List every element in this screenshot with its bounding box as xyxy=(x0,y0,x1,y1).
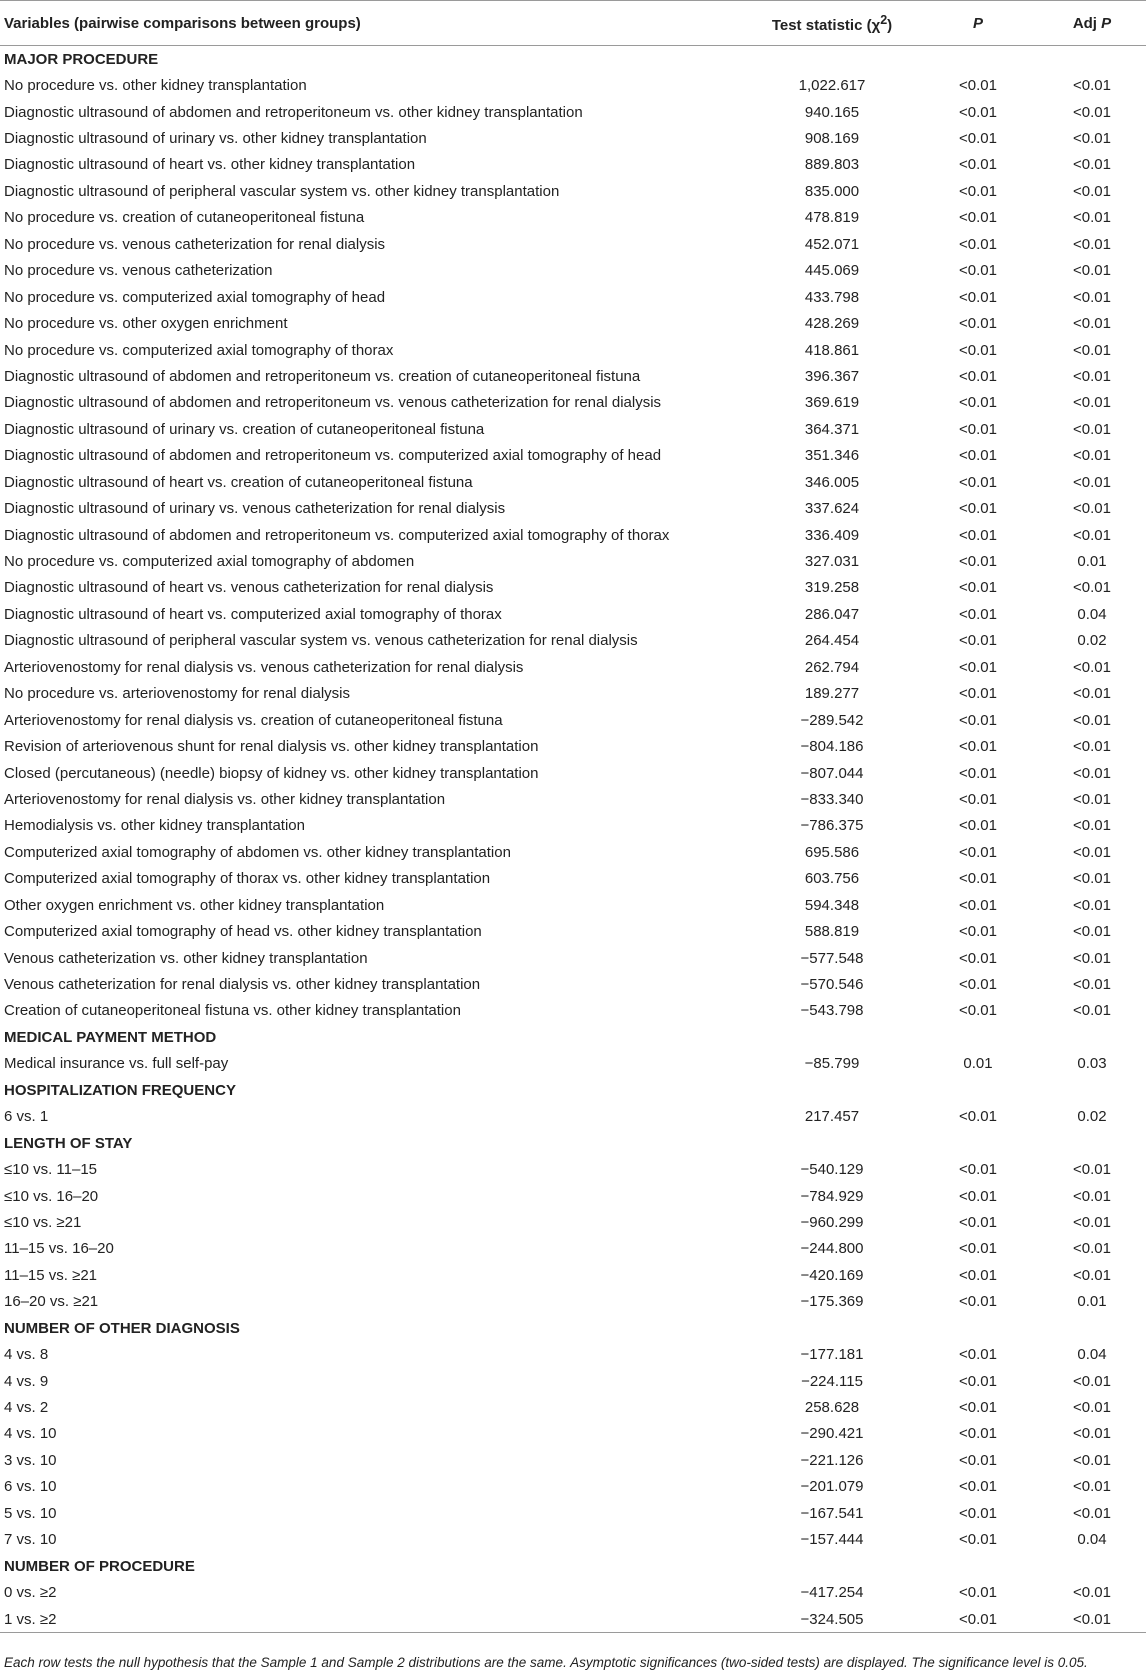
row-adj-p-value: <0.01 xyxy=(1073,1187,1111,1205)
row-variable: No procedure vs. other oxygen enrichment xyxy=(4,315,288,333)
row-test-statistic: 258.628 xyxy=(804,1399,860,1417)
row-adj-p-value: <0.01 xyxy=(1073,262,1111,280)
row-adj-p-value: <0.01 xyxy=(1073,394,1111,412)
row-p-value: <0.01 xyxy=(959,1346,997,1364)
table-header xyxy=(0,1,1146,46)
row-variable: Diagnostic ultrasound of heart vs. creation of cutaneoperitoneal fistuna xyxy=(4,473,473,491)
row-p-value: <0.01 xyxy=(959,605,997,623)
row-test-statistic: 452.071 xyxy=(804,235,860,253)
row-adj-p-value: <0.01 xyxy=(1073,315,1111,333)
row-test-statistic: −244.800 xyxy=(800,1240,864,1258)
row-variable: 0 vs. ≥2 xyxy=(4,1584,57,1602)
header-p xyxy=(918,1,1038,46)
row-p-value: <0.01 xyxy=(959,156,997,174)
row-test-statistic: −157.444 xyxy=(800,1531,864,1549)
section-title: NUMBER OF PROCEDURE xyxy=(4,1557,195,1575)
row-variable: 4 vs. 2 xyxy=(4,1399,49,1417)
row-variable: 4 vs. 9 xyxy=(4,1372,49,1390)
row-p-value: <0.01 xyxy=(959,473,997,491)
row-variable: No procedure vs. other kidney transplantation xyxy=(4,77,307,95)
row-adj-p-value: <0.01 xyxy=(1073,1372,1111,1390)
row-adj-p-value: 0.04 xyxy=(1077,1346,1107,1364)
row-adj-p-value: <0.01 xyxy=(1073,77,1111,95)
table-row xyxy=(0,866,1146,892)
table-row xyxy=(0,1368,1146,1394)
row-variable: Diagnostic ultrasound of abdomen and retroperitoneum vs. creation of cutaneoperitoneal fistuna xyxy=(4,367,641,385)
row-test-statistic: −807.044 xyxy=(800,764,864,782)
row-adj-p-value: <0.01 xyxy=(1073,1504,1111,1522)
table-row xyxy=(0,575,1146,601)
header-row xyxy=(0,1,1146,46)
header-test-statistic-suffix: ) xyxy=(887,16,893,34)
row-test-statistic: −175.369 xyxy=(800,1293,864,1311)
row-adj-p-value: <0.01 xyxy=(1073,473,1111,491)
row-variable: Diagnostic ultrasound of abdomen and retroperitoneum vs. other kidney transplantation xyxy=(4,103,583,121)
row-variable: Computerized axial tomography of abdomen vs. other kidney transplantation xyxy=(4,843,511,861)
row-variable: Diagnostic ultrasound of heart vs. computerized axial tomography of thorax xyxy=(4,605,502,623)
row-test-statistic: 327.031 xyxy=(804,553,860,571)
row-variable: Other oxygen enrichment vs. other kidney transplantation xyxy=(4,896,385,914)
row-variable: No procedure vs. venous catheterization for renal dialysis xyxy=(4,235,386,253)
row-variable: 6 vs. 10 xyxy=(4,1478,57,1496)
row-variable: 4 vs. 10 xyxy=(4,1425,57,1443)
row-test-statistic: 428.269 xyxy=(804,315,860,333)
row-p-value: <0.01 xyxy=(959,341,997,359)
row-adj-p-value: <0.01 xyxy=(1073,526,1111,544)
row-adj-p-value: 0.02 xyxy=(1077,632,1107,650)
row-test-statistic: 319.258 xyxy=(804,579,860,597)
table-row xyxy=(0,416,1146,442)
row-test-statistic: 346.005 xyxy=(804,473,860,491)
row-p-value: <0.01 xyxy=(959,526,997,544)
row-p-value: <0.01 xyxy=(959,711,997,729)
row-variable: Revision of arteriovenous shunt for renal dialysis vs. other kidney transplantation xyxy=(4,738,539,756)
row-variable: No procedure vs. computerized axial tomography of thorax xyxy=(4,341,394,359)
row-adj-p-value: 0.01 xyxy=(1077,553,1107,571)
row-test-statistic: 594.348 xyxy=(804,896,860,914)
table-row xyxy=(0,998,1146,1024)
row-p-value: <0.01 xyxy=(959,632,997,650)
row-test-statistic: 908.169 xyxy=(804,130,860,148)
row-adj-p-value: <0.01 xyxy=(1073,1451,1111,1469)
table-row xyxy=(0,945,1146,971)
row-adj-p-value: <0.01 xyxy=(1073,209,1111,227)
row-variable: Arteriovenostomy for renal dialysis vs. creation of cutaneoperitoneal fistuna xyxy=(4,711,503,729)
row-p-value: <0.01 xyxy=(959,420,997,438)
row-adj-p-value: 0.04 xyxy=(1077,1531,1107,1549)
row-adj-p-value: <0.01 xyxy=(1073,103,1111,121)
row-test-statistic: −784.929 xyxy=(800,1187,864,1205)
row-test-statistic: 364.371 xyxy=(804,420,860,438)
section-title: HOSPITALIZATION FREQUENCY xyxy=(4,1081,236,1099)
table-row xyxy=(0,443,1146,469)
row-p-value: <0.01 xyxy=(959,1161,997,1179)
table-row xyxy=(0,1421,1146,1447)
row-variable: 16–20 vs. ≥21 xyxy=(4,1293,99,1311)
section-title: LENGTH OF STAY xyxy=(4,1134,133,1152)
table-row xyxy=(0,205,1146,231)
row-p-value: <0.01 xyxy=(959,764,997,782)
row-variable: Diagnostic ultrasound of peripheral vascular system vs. venous catheterization for renal dialysis xyxy=(4,632,638,650)
row-adj-p-value: <0.01 xyxy=(1073,870,1111,888)
table-row xyxy=(0,495,1146,521)
row-variable: 1 vs. ≥2 xyxy=(0,1606,746,1633)
table-row xyxy=(0,733,1146,759)
row-test-statistic: 336.409 xyxy=(804,526,860,544)
table-row xyxy=(0,628,1146,654)
row-adj-p-value: <0.01 xyxy=(1073,447,1111,465)
row-test-statistic: −833.340 xyxy=(800,790,864,808)
row-p-value: <0.01 xyxy=(959,288,997,306)
row-adj-p-value: <0.01 xyxy=(1073,976,1111,994)
section-header-row xyxy=(0,46,1146,73)
row-p-value: <0.01 xyxy=(959,315,997,333)
row-adj-p-value: <0.01 xyxy=(1073,1161,1111,1179)
row-adj-p-value: <0.01 xyxy=(1073,1240,1111,1258)
header-adj-p xyxy=(1038,1,1146,46)
row-test-statistic: −201.079 xyxy=(800,1478,864,1496)
row-test-statistic: −577.548 xyxy=(800,949,864,967)
table-row xyxy=(0,337,1146,363)
row-p-value: <0.01 xyxy=(959,77,997,95)
row-p-value: <0.01 xyxy=(959,553,997,571)
row-p-value: <0.01 xyxy=(959,394,997,412)
row-variable: Diagnostic ultrasound of abdomen and retroperitoneum vs. computerized axial tomography of thorax xyxy=(4,526,670,544)
row-variable: 11–15 vs. ≥21 xyxy=(4,1266,98,1284)
row-test-statistic: −543.798 xyxy=(800,1002,864,1020)
row-p-value: <0.01 xyxy=(959,685,997,703)
table-body xyxy=(0,46,1146,1633)
row-adj-p-value: 0.01 xyxy=(1077,1293,1107,1311)
section-header-row xyxy=(0,1077,1146,1103)
table-row xyxy=(0,1394,1146,1420)
table-row xyxy=(0,1500,1146,1526)
row-p-value: <0.01 xyxy=(959,817,997,835)
table-row xyxy=(0,99,1146,125)
row-test-statistic: −804.186 xyxy=(800,738,864,756)
table-row xyxy=(0,786,1146,812)
row-adj-p-value: 0.03 xyxy=(1077,1055,1107,1073)
row-variable: No procedure vs. venous catheterization xyxy=(4,262,273,280)
row-adj-p-value: 0.04 xyxy=(1077,605,1107,623)
row-test-statistic: 445.069 xyxy=(804,262,860,280)
row-adj-p-value: <0.01 xyxy=(1073,764,1111,782)
table-row xyxy=(0,1606,1146,1633)
row-test-statistic: −417.254 xyxy=(800,1584,864,1602)
table-row xyxy=(0,310,1146,336)
row-p-value: <0.01 xyxy=(959,923,997,941)
table-row xyxy=(0,654,1146,680)
row-adj-p-value: <0.01 xyxy=(1073,711,1111,729)
header-variables: Variables (pairwise comparisons between groups) xyxy=(0,1,746,46)
header-adj-prefix: Adj xyxy=(1072,14,1102,32)
row-variable: Computerized axial tomography of head vs. other kidney transplantation xyxy=(4,923,482,941)
row-test-statistic: −324.505 xyxy=(746,1606,918,1633)
row-variable: No procedure vs. computerized axial tomography of head xyxy=(4,288,386,306)
table-row xyxy=(0,1447,1146,1473)
row-adj-p-value: <0.01 xyxy=(1073,923,1111,941)
row-p-value: <0.01 xyxy=(959,1425,997,1443)
row-variable: No procedure vs. arteriovenostomy for renal dialysis xyxy=(4,685,350,703)
table-row xyxy=(0,918,1146,944)
row-test-statistic: −167.541 xyxy=(800,1504,864,1522)
row-p-value: <0.01 xyxy=(959,1399,997,1417)
row-adj-p-value: 0.02 xyxy=(1077,1108,1107,1126)
row-p-value: <0.01 xyxy=(959,262,997,280)
row-variable: Arteriovenostomy for renal dialysis vs. venous catheterization for renal dialysis xyxy=(4,658,524,676)
row-test-statistic: 418.861 xyxy=(804,341,860,359)
row-p-value: <0.01 xyxy=(959,949,997,967)
row-variable: 5 vs. 10 xyxy=(4,1504,57,1522)
table-row xyxy=(0,152,1146,178)
row-test-statistic: 940.165 xyxy=(804,103,860,121)
row-p-value: <0.01 xyxy=(959,843,997,861)
table-row xyxy=(0,892,1146,918)
table-row xyxy=(0,284,1146,310)
row-p-value: <0.01 xyxy=(959,367,997,385)
row-test-statistic: −570.546 xyxy=(800,976,864,994)
table-row xyxy=(0,231,1146,257)
row-test-statistic: 217.457 xyxy=(804,1108,860,1126)
section-header-row xyxy=(0,1315,1146,1341)
row-test-statistic: 264.454 xyxy=(804,632,860,650)
table-row xyxy=(0,1262,1146,1288)
row-variable: Venous catheterization vs. other kidney transplantation xyxy=(4,949,368,967)
row-test-statistic: 369.619 xyxy=(804,394,860,412)
row-adj-p-value: <0.01 xyxy=(1073,1478,1111,1496)
row-test-statistic: −221.126 xyxy=(800,1451,864,1469)
row-p-value: <0.01 xyxy=(959,896,997,914)
table-row xyxy=(0,1527,1146,1553)
row-p-value: <0.01 xyxy=(959,1451,997,1469)
row-adj-p-value: <0.01 xyxy=(1073,790,1111,808)
row-p-value: <0.01 xyxy=(959,1293,997,1311)
row-adj-p-value: <0.01 xyxy=(1073,896,1111,914)
row-variable: Creation of cutaneoperitoneal fistuna vs. other kidney transplantation xyxy=(4,1002,461,1020)
row-test-statistic: 478.819 xyxy=(804,209,860,227)
row-adj-p-value: <0.01 xyxy=(1073,288,1111,306)
row-variable: 4 vs. 8 xyxy=(4,1346,49,1364)
row-p-value: <0.01 xyxy=(959,738,997,756)
row-adj-p-value: <0.01 xyxy=(1073,182,1111,200)
table-row xyxy=(0,839,1146,865)
section-title: MEDICAL PAYMENT METHOD xyxy=(4,1028,217,1046)
table-row xyxy=(0,1209,1146,1235)
row-variable: Diagnostic ultrasound of heart vs. venous catheterization for renal dialysis xyxy=(4,579,494,597)
row-adj-p-value: <0.01 xyxy=(1073,1425,1111,1443)
row-test-statistic: 189.277 xyxy=(804,685,860,703)
section-header-row xyxy=(0,1130,1146,1156)
table-row xyxy=(0,1236,1146,1262)
row-test-statistic: 695.586 xyxy=(804,843,860,861)
row-test-statistic: −290.421 xyxy=(800,1425,864,1443)
row-variable: Diagnostic ultrasound of urinary vs. creation of cutaneoperitoneal fistuna xyxy=(4,420,485,438)
row-adj-p-value: <0.01 xyxy=(1073,500,1111,518)
row-test-statistic: 286.047 xyxy=(804,605,860,623)
row-test-statistic: −177.181 xyxy=(800,1346,864,1364)
row-variable: Arteriovenostomy for renal dialysis vs. other kidney transplantation xyxy=(4,790,446,808)
row-adj-p-value: <0.01 xyxy=(1073,843,1111,861)
table-row xyxy=(0,72,1146,98)
row-test-statistic: −85.799 xyxy=(804,1055,860,1073)
row-p-value: <0.01 xyxy=(959,1478,997,1496)
table-row xyxy=(0,1579,1146,1605)
row-test-statistic: 588.819 xyxy=(804,923,860,941)
row-test-statistic: −540.129 xyxy=(800,1161,864,1179)
table-row xyxy=(0,178,1146,204)
row-adj-p-value: <0.01 xyxy=(1073,341,1111,359)
table-row xyxy=(0,1341,1146,1367)
row-p-value: <0.01 xyxy=(959,658,997,676)
row-variable: Closed (percutaneous) (needle) biopsy of kidney vs. other kidney transplantation xyxy=(4,764,539,782)
row-adj-p-value: <0.01 xyxy=(1073,156,1111,174)
row-adj-p-value: <0.01 xyxy=(1073,1584,1111,1602)
row-test-statistic: 351.346 xyxy=(804,447,860,465)
table-row xyxy=(0,813,1146,839)
row-test-statistic: 835.000 xyxy=(804,182,860,200)
row-test-statistic: 262.794 xyxy=(804,658,860,676)
row-p-value: <0.01 xyxy=(918,1606,1038,1633)
row-adj-p-value: <0.01 xyxy=(1073,685,1111,703)
row-p-value: <0.01 xyxy=(959,447,997,465)
table-row xyxy=(0,681,1146,707)
row-adj-p-value: <0.01 xyxy=(1073,1213,1111,1231)
row-variable: Medical insurance vs. full self-pay xyxy=(4,1055,229,1073)
row-p-value: <0.01 xyxy=(959,1584,997,1602)
row-variable: 6 vs. 1 xyxy=(4,1108,49,1126)
row-variable: Diagnostic ultrasound of abdomen and retroperitoneum vs. venous catheterization for renal dialysis xyxy=(4,394,662,412)
table-row xyxy=(0,1474,1146,1500)
table-row xyxy=(0,125,1146,151)
row-variable: Hemodialysis vs. other kidney transplantation xyxy=(4,817,305,835)
row-variable: Diagnostic ultrasound of urinary vs. venous catheterization for renal dialysis xyxy=(4,500,506,518)
table-row xyxy=(0,522,1146,548)
row-test-statistic: 1,022.617 xyxy=(798,77,866,95)
section-title: NUMBER OF OTHER DIAGNOSIS xyxy=(4,1319,240,1337)
row-adj-p-value: <0.01 xyxy=(1073,1002,1111,1020)
row-adj-p-value: <0.01 xyxy=(1073,367,1111,385)
row-test-statistic: 337.624 xyxy=(804,500,860,518)
row-test-statistic: 433.798 xyxy=(804,288,860,306)
row-adj-p-value: <0.01 xyxy=(1073,130,1111,148)
row-p-value: <0.01 xyxy=(959,500,997,518)
section-header-row xyxy=(0,1024,1146,1050)
section-header-row xyxy=(0,1553,1146,1579)
row-p-value: <0.01 xyxy=(959,1240,997,1258)
table-row xyxy=(0,760,1146,786)
row-test-statistic: 889.803 xyxy=(804,156,860,174)
table-row xyxy=(0,601,1146,627)
row-adj-p-value: <0.01 xyxy=(1073,420,1111,438)
row-test-statistic: −289.542 xyxy=(800,711,864,729)
row-test-statistic: −224.115 xyxy=(801,1372,863,1390)
row-p-value: <0.01 xyxy=(959,1108,997,1126)
row-p-value: <0.01 xyxy=(959,790,997,808)
row-p-value: 0.01 xyxy=(963,1055,993,1073)
row-test-statistic: 603.756 xyxy=(804,870,860,888)
row-variable: Computerized axial tomography of thorax vs. other kidney transplantation xyxy=(4,870,491,888)
table-row xyxy=(0,707,1146,733)
row-variable: No procedure vs. creation of cutaneoperitoneal fistuna xyxy=(4,209,365,227)
row-variable: ≤10 vs. 16–20 xyxy=(4,1187,99,1205)
table-row xyxy=(0,390,1146,416)
row-p-value: <0.01 xyxy=(959,870,997,888)
row-adj-p-value: <0.01 xyxy=(1073,1266,1111,1284)
table-row xyxy=(0,548,1146,574)
row-p-value: <0.01 xyxy=(959,103,997,121)
section-title: MAJOR PROCEDURE xyxy=(4,50,159,68)
row-variable: No procedure vs. computerized axial tomography of abdomen xyxy=(4,553,415,571)
table-row xyxy=(0,258,1146,284)
header-test-statistic-prefix: Test statistic (χ xyxy=(771,16,881,34)
table-row xyxy=(0,1156,1146,1182)
row-test-statistic: −960.299 xyxy=(800,1213,864,1231)
row-test-statistic: −786.375 xyxy=(800,817,864,835)
row-p-value: <0.01 xyxy=(959,209,997,227)
row-variable: Diagnostic ultrasound of urinary vs. other kidney transplantation xyxy=(4,130,427,148)
row-p-value: <0.01 xyxy=(959,1372,997,1390)
table-row xyxy=(0,1051,1146,1077)
row-adj-p-value: <0.01 xyxy=(1073,579,1111,597)
row-variable: ≤10 vs. 11–15 xyxy=(4,1161,98,1179)
row-variable: Diagnostic ultrasound of abdomen and retroperitoneum vs. computerized axial tomography of head xyxy=(4,447,662,465)
row-adj-p-value: <0.01 xyxy=(1073,949,1111,967)
row-p-value: <0.01 xyxy=(959,130,997,148)
row-variable: 11–15 vs. 16–20 xyxy=(4,1240,114,1258)
table-footnote: Each row tests the null hypothesis that the Sample 1 and Sample 2 distributions are the same. Asymptotic significances (two-sided tests) are displayed. The significance level is 0.05. xyxy=(4,1655,1088,1670)
table-row xyxy=(0,363,1146,389)
table-row xyxy=(0,971,1146,997)
header-test-statistic-sup: 2 xyxy=(880,12,888,27)
row-variable: Diagnostic ultrasound of peripheral vascular system vs. other kidney transplantation xyxy=(4,182,560,200)
row-p-value: <0.01 xyxy=(959,1187,997,1205)
table-row xyxy=(0,469,1146,495)
header-adj-p-symbol: P xyxy=(1101,14,1112,32)
row-variable: Venous catheterization for renal dialysis vs. other kidney transplantation xyxy=(4,976,481,994)
row-variable: 3 vs. 10 xyxy=(4,1451,57,1469)
row-p-value: <0.01 xyxy=(959,1266,997,1284)
row-p-value: <0.01 xyxy=(959,1213,997,1231)
table-row xyxy=(0,1104,1146,1130)
header-p-symbol: P xyxy=(972,14,983,32)
row-variable: Diagnostic ultrasound of heart vs. other kidney transplantation xyxy=(4,156,416,174)
table-row xyxy=(0,1289,1146,1315)
row-test-statistic: 396.367 xyxy=(804,367,860,385)
row-p-value: <0.01 xyxy=(959,976,997,994)
row-p-value: <0.01 xyxy=(959,1504,997,1522)
table-row xyxy=(0,1183,1146,1209)
row-adj-p-value: <0.01 xyxy=(1038,1606,1146,1633)
row-p-value: <0.01 xyxy=(959,182,997,200)
row-adj-p-value: <0.01 xyxy=(1073,658,1111,676)
row-adj-p-value: <0.01 xyxy=(1073,235,1111,253)
row-adj-p-value: <0.01 xyxy=(1073,738,1111,756)
header-test-statistic xyxy=(746,1,918,46)
row-p-value: <0.01 xyxy=(959,579,997,597)
row-p-value: <0.01 xyxy=(959,1531,997,1549)
row-p-value: <0.01 xyxy=(959,235,997,253)
row-variable: 7 vs. 10 xyxy=(4,1531,57,1549)
row-p-value: <0.01 xyxy=(959,1002,997,1020)
row-adj-p-value: <0.01 xyxy=(1073,1399,1111,1417)
row-test-statistic: −420.169 xyxy=(800,1266,864,1284)
row-variable: ≤10 vs. ≥21 xyxy=(4,1213,82,1231)
row-adj-p-value: <0.01 xyxy=(1073,817,1111,835)
